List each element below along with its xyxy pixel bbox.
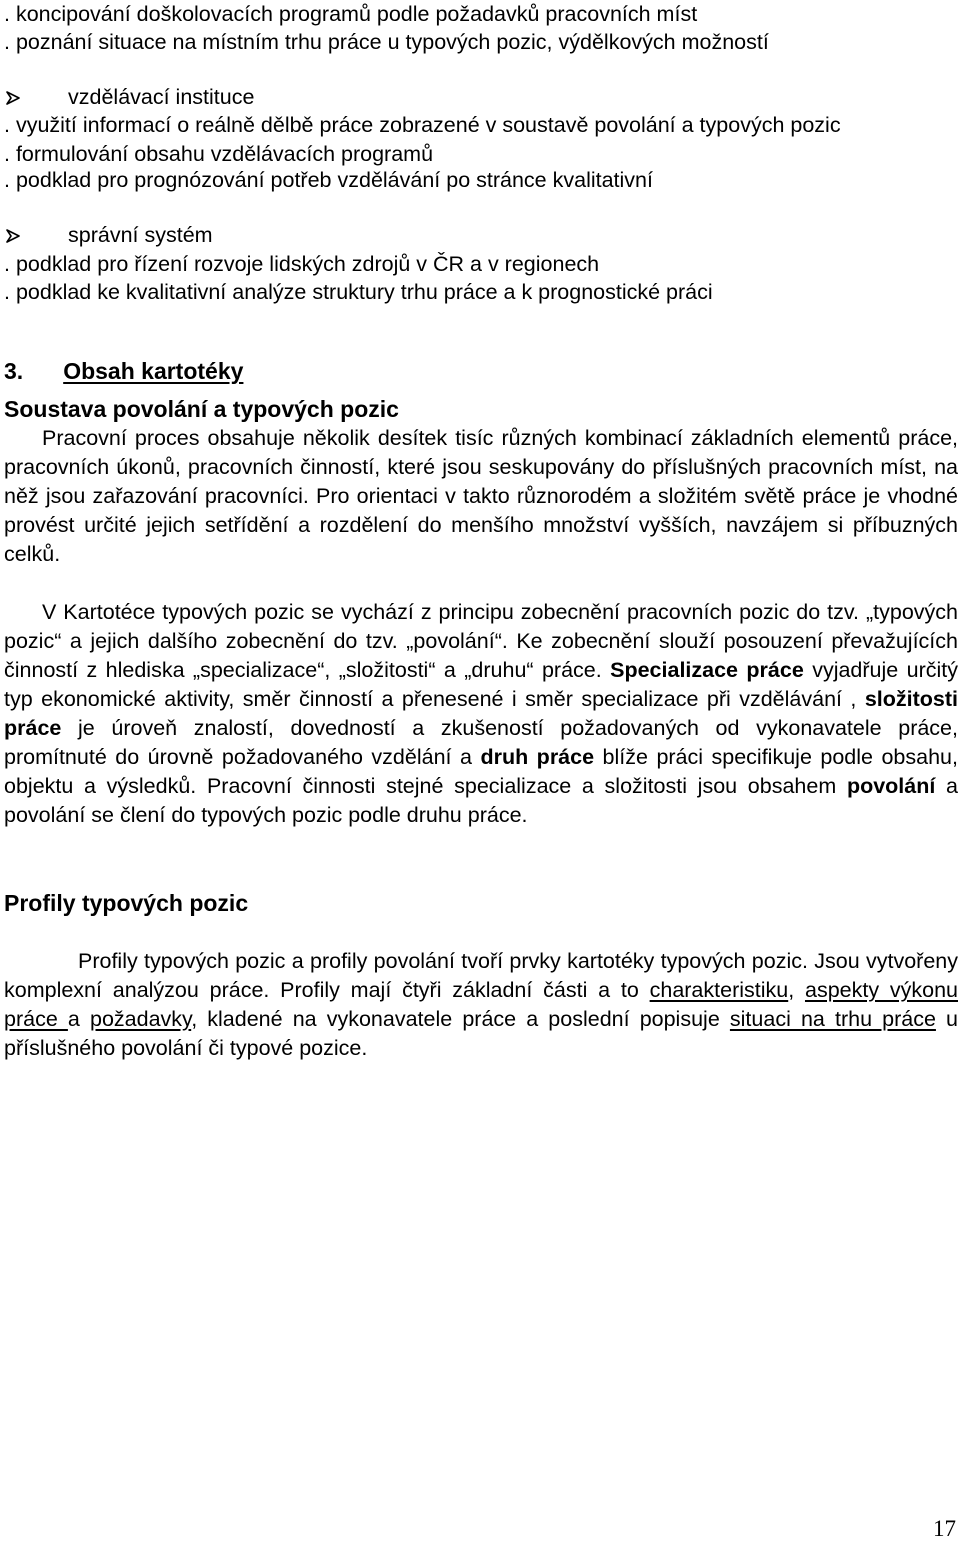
bullet-item: [6, 83, 946, 111]
bold-term: druh práce: [480, 745, 595, 769]
bullet-label: vzdělávací instituce: [68, 85, 255, 109]
section-number: 3.: [4, 358, 24, 384]
text-run: je úroveň znalostí, dovedností a zkušeností požadovaných od vykonavatele práce, promítnuté do úrovně požadovaného vzdělání a: [4, 716, 958, 769]
text-run: ,: [788, 978, 805, 1002]
text-run: a: [67, 1007, 90, 1031]
bold-term: povolání: [846, 774, 936, 798]
paragraph-text: [4, 598, 958, 830]
text-run: a povolání se člení do typových pozic podle druhu práce.: [4, 774, 958, 827]
bullet-label: správní systém: [68, 223, 213, 247]
bullet-subline: . podklad ke kvalitativní analýze struktury trhu práce a k prognostické práci: [4, 280, 713, 304]
paragraph: [4, 947, 958, 1063]
paragraph-text: [4, 947, 958, 1063]
section-heading: [4, 356, 243, 386]
bullet-item: [6, 221, 946, 249]
underlined-term: charakteristiku: [649, 978, 789, 1002]
bullet-subline: . formulování obsahu vzdělávacích programů: [4, 142, 434, 166]
text-run: blíže práci specifikuje podle obsahu, objektu a výsledků. Pracovní činnosti stejné specializace a složitosti jsou obsahem: [4, 745, 958, 798]
bullet-subline: . využití informací o reálně dělbě práce zobrazené v soustavě povolání a typových pozic: [4, 113, 841, 137]
bullet-subline: . podklad pro řízení rozvoje lidských zdrojů v ČR a v regionech: [4, 252, 600, 276]
text-run: , kladené na vykonavatele práce a poslední popisuje: [191, 1007, 730, 1031]
section-title: Obsah kartotéky: [63, 358, 244, 384]
text-run: vyjadřuje určitý typ ekonomické aktivity, směr činností a přenesené i směr specializace při vzdělávání ,: [4, 658, 959, 711]
underlined-term: požadavky: [89, 1007, 192, 1031]
text-run: u příslušného povolání či typové pozice.: [4, 1007, 959, 1060]
paragraph-text: Pracovní proces obsahuje několik desítek tisíc různých kombinací základních elementů práce, pracovních úkonů, pracovních činností, které jsou seskupovány do příslušných pracovních míst, na něž jsou zařazování pracovníci. Pro orientaci v takto různorodém a složitém světě práce je vhodné provést určité jejich setřídění a rozdělení do menšího množství vyšších, navzájem si příbuzných celků.: [4, 426, 958, 566]
underlined-term: situaci na trhu práce: [729, 1007, 936, 1031]
page-number: 17: [933, 1516, 956, 1541]
underlined-term: aspekty výkonu práce: [4, 978, 958, 1031]
intro-line: . poznání situace na místním trhu práce u typových pozic, výdělkových možností: [4, 30, 769, 54]
arrow-bullet-icon: [6, 84, 20, 98]
bullet-subline: . podklad pro prognózování potřeb vzdělávání po stránce kvalitativní: [4, 168, 653, 192]
arrow-bullet-icon: [6, 222, 20, 236]
text-run: Profily typových pozic a profily povolání tvoří prvky kartotéky typových pozic. Jsou vytvořeny komplexní analýzou práce. Profily mají čtyři základní části a to: [4, 949, 958, 1002]
bold-term: Specializace práce: [610, 658, 804, 682]
subheading: Soustava povolání a typových pozic: [4, 396, 399, 422]
paragraph: [4, 424, 958, 569]
paragraph: [4, 598, 958, 830]
subheading: Profily typových pozic: [4, 890, 249, 916]
intro-line: . koncipování doškolovacích programů podle požadavků pracovních míst: [4, 2, 698, 26]
bold-term: složitosti práce: [4, 687, 958, 740]
text-run: V Kartotéce typových pozic se vychází z principu zobecnění pracovních pozic do tzv. „typových pozic“ a jejich dalšího zobecnění do tzv. „povolání“. Ke zobecnění slouží posouzení převažujících činností z hlediska „specializace“, „složitosti“ a „druhu“ práce.: [4, 600, 958, 682]
